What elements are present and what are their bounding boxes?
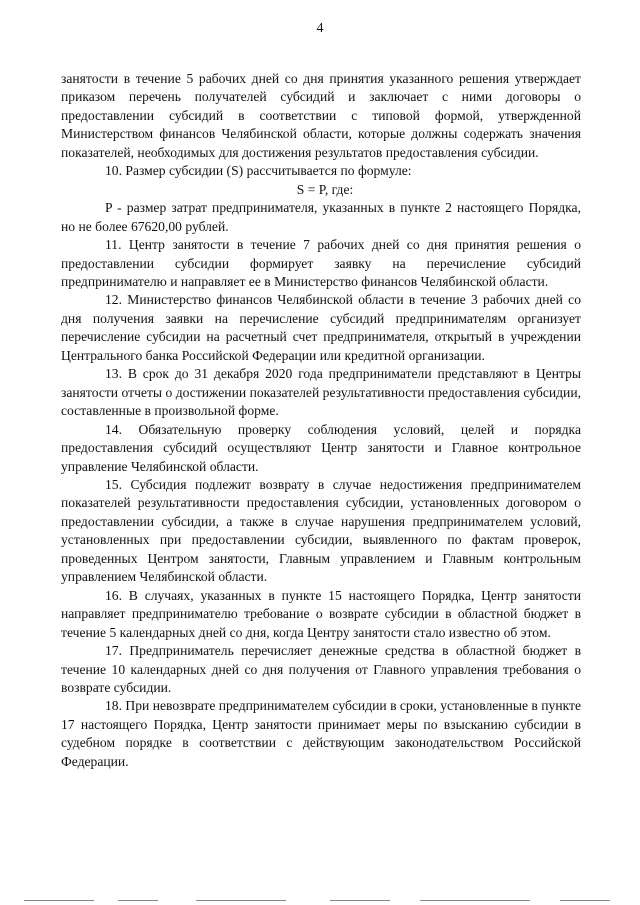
page-number: 4 xyxy=(316,21,324,36)
scan-edge-artifact xyxy=(0,896,640,905)
scan-dash xyxy=(420,900,530,901)
paragraph-16: 16. В случаях, указанных в пункте 15 настоящего Порядка, Центр занятости направляет предпринимателю требование о возврате субсидии в областной бюджет в течение 5 календарных дней со дня, когда Центру занятости стало известно об этом. xyxy=(61,587,581,640)
paragraph-18: 18. При невозврате предпринимателем субсидии в сроки, установленные в пункте 17 настоящего Порядка, Центр занятости принимает меры по взысканию субсидии в судебном порядке в соответствии с действующим законодательством Российской Федерации. xyxy=(61,698,581,769)
subsidy-formula: S = P, где: xyxy=(296,181,354,197)
paragraph-continuation: занятости в течение 5 рабочих дней со дня принятия указанного решения утверждает приказом перечень получателей субсидий и заключает с ними договоры о предоставлении субсидий в соответствии с типовой формой, утвержденной Министерством финансов Челябинской области, которые должны содержать значения показателей, необходимых для достижения результатов предоставления субсидии. xyxy=(61,71,581,160)
scan-dash xyxy=(330,900,390,901)
paragraph-10: 10. Размер субсидии (S) рассчитывается по формуле: xyxy=(105,163,412,179)
scan-dash xyxy=(196,900,286,901)
paragraph-11: 11. Центр занятости в течение 7 рабочих дней со дня принятия решения о предоставлении субсидии формирует заявку на перечисление субсидий предпринимателю и направляет ее в Министерство финансов Челябинской области. xyxy=(61,237,581,289)
scan-dash xyxy=(560,900,610,901)
document-body xyxy=(61,70,581,771)
paragraph-13: 13. В срок до 31 декабря 2020 года предприниматели представляют в Центры занятости отчеты о достижении показателей результативности предоставления субсидии, составленные в произвольной форме. xyxy=(61,366,581,419)
paragraph-14: 14. Обязательную проверку соблюдения условий, целей и порядка предоставления субсидий осуществляют Центр занятости и Главное контрольное управление Челябинской области. xyxy=(61,421,581,474)
paragraph-10-definition: P - размер затрат предпринимателя, указанных в пункте 2 настоящего Порядка, но не более 67620,00 рублей. xyxy=(61,200,581,234)
scan-dash xyxy=(118,900,158,901)
scan-dash xyxy=(24,900,94,901)
paragraph-15: 15. Субсидия подлежит возврату в случае недостижения предпринимателем показателей результативности предоставления субсидии, установленных договором о предоставлении субсидии, а также в случае нарушения предпринимателем условий, установленных при предоставлении субсидии, выявленного по фактам проверок, проведенных Центром занятости, Главным управлением и Главным контрольным управлением Челябинской области. xyxy=(61,476,581,585)
paragraph-12: 12. Министерство финансов Челябинской области в течение 3 рабочих дней со дня получения заявки на перечисление субсидий предпринимателям организует перечисление субсидии на расчетный счет предпринимателя, открытый в учреждении Центрального банка Российской Федерации или кредитной организации. xyxy=(61,292,581,363)
paragraph-17: 17. Предприниматель перечисляет денежные средства в областной бюджет в течение 10 календарных дней со дня получения от Главного управления требования о возврате субсидии. xyxy=(61,643,581,695)
